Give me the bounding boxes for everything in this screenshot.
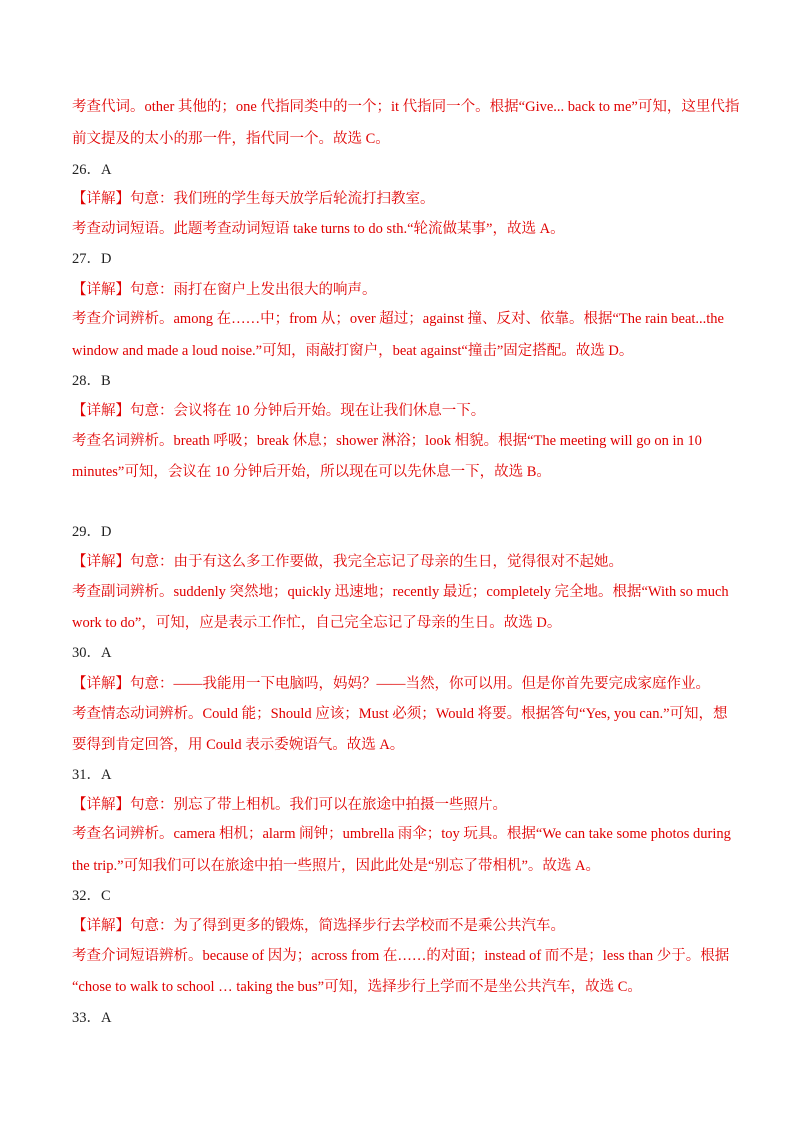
detail-line: 【详解】句意：雨打在窗户上发出很大的响声。: [72, 282, 377, 298]
answer-number: 26．A: [72, 162, 112, 178]
explanation-line: 考查名词辨析。camera 相机；alarm 闹钟；umbrella 雨伞；toy 玩具。根据“We can take some photos during: [72, 826, 731, 842]
detail-line: 【详解】句意：会议将在 10 分钟后开始。现在让我们休息一下。: [72, 403, 486, 419]
explanation-line: “chose to walk to school … taking the bus”可知，选择步行上学而不是坐公共汽车，故选 C。: [72, 979, 642, 995]
answer-number: 33．A: [72, 1010, 112, 1026]
explanation-line: 考查介词短语辨析。because of 因为；across from 在……的对面；instead of 而不是；less than 少于。根据: [72, 948, 730, 964]
answer-number: 30．A: [72, 645, 112, 661]
explanation-line: 考查动词短语。此题考查动词短语 take turns to do sth.“轮流做某事”，故选 A。: [72, 221, 565, 237]
explanation-line: 要得到肯定回答，用 Could 表示委婉语气。故选 A。: [72, 737, 405, 753]
explanation-line: 考查副词辨析。suddenly 突然地；quickly 迅速地；recently 最近；completely 完全地。根据“With so much: [72, 584, 729, 600]
detail-line: 【详解】句意：——我能用一下电脑吗，妈妈？——当然，你可以用。但是你首先要完成家庭作业。: [72, 676, 710, 692]
explanation-line: work to do”，可知，应是表示工作忙，自己完全忘记了母亲的生日。故选 D。: [72, 615, 562, 631]
detail-line: 【详解】句意：由于有这么多工作要做，我完全忘记了母亲的生日，觉得很对不起她。: [72, 554, 623, 570]
answer-number: 29．D: [72, 524, 112, 540]
explanation-line: 考查代词。other 其他的；one 代指同类中的一个；it 代指同一个。根据“Give... back to me”可知，这里代指: [72, 99, 740, 115]
explanation-line: the trip.”可知我们可以在旅途中拍一些照片，因此此处是“别忘了带相机”。故选 A。: [72, 858, 601, 874]
explanation-line: minutes”可知，会议在 10 分钟后开始，所以现在可以先休息一下，故选 B。: [72, 464, 551, 480]
detail-line: 【详解】句意：别忘了带上相机。我们可以在旅途中拍摄一些照片。: [72, 797, 507, 813]
answer-number: 32．C: [72, 888, 111, 904]
detail-line: 【详解】句意：为了得到更多的锻炼，简选择步行去学校而不是乘公共汽车。: [72, 918, 565, 934]
answer-number: 31．A: [72, 767, 112, 783]
explanation-line: window and made a loud noise.”可知，雨敲打窗户，beat against“撞击”固定搭配。故选 D。: [72, 343, 634, 359]
answer-number: 28．B: [72, 373, 111, 389]
explanation-line: 前文提及的太小的那一件，指代同一个。故选 C。: [72, 131, 390, 147]
answer-number: 27．D: [72, 251, 112, 267]
explanation-line: 考查名词辨析。breath 呼吸；break 休息；shower 淋浴；look 相貌。根据“The meeting will go on in 10: [72, 433, 702, 449]
detail-line: 【详解】句意：我们班的学生每天放学后轮流打扫教室。: [72, 191, 435, 207]
explanation-line: 考查情态动词辨析。Could 能；Should 应该；Must 必须；Would 将要。根据答句“Yes, you can.”可知，想: [72, 706, 728, 722]
explanation-line: 考查介词辨析。among 在……中；from 从；over 超过；against 撞、反对、依靠。根据“The rain beat...the: [72, 311, 724, 327]
